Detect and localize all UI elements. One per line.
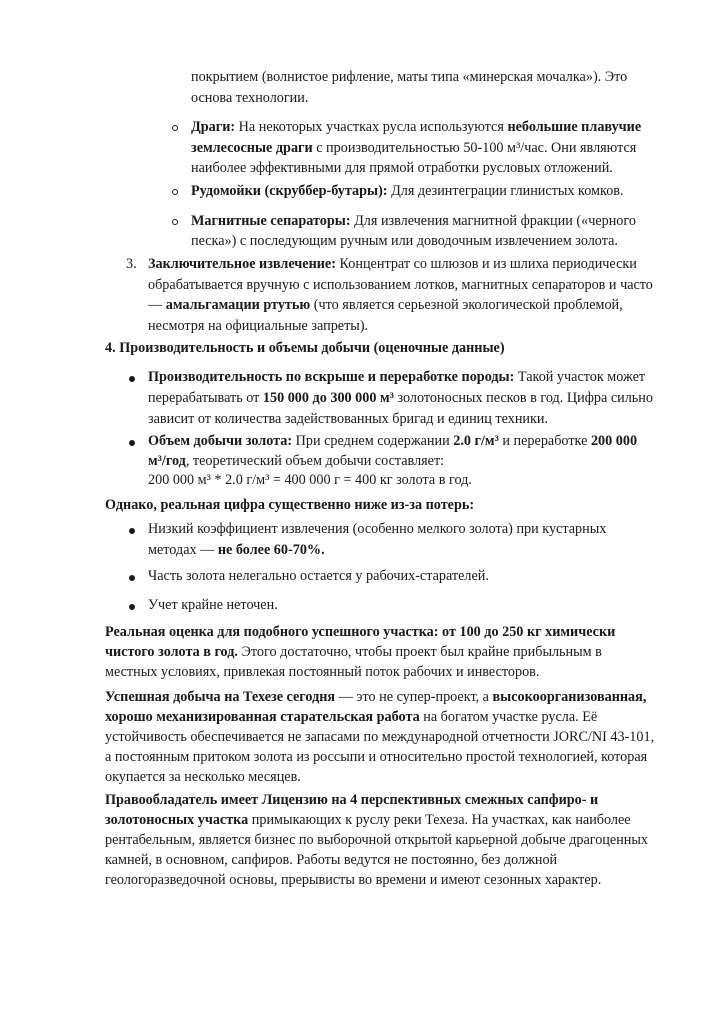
text-line: золотоносных участка примыкающих к руслу реки Техеза. На участках, как наиболее [105, 812, 631, 828]
text-line: Часть золота нелегально остается у рабочих-старателей. [148, 568, 489, 584]
text-line: землесосные драги с производительностью 50-100 м³/час. Они являются [191, 140, 637, 156]
circle-bullet-icon [172, 125, 178, 131]
losses-heading: Однако, реальная цифра существенно ниже из-за потерь: [105, 497, 475, 513]
text-line: обрабатывается вручную с использованием лотков, магнитных сепараторов и часто [148, 277, 653, 293]
text-line: основа технологии. [191, 90, 309, 106]
text-line: — амальгамации ртутью (что является серьезной экологической проблемой, [148, 297, 623, 313]
text-line: Реальная оценка для подобного успешного участка: от 100 до 250 кг химически [105, 624, 616, 640]
section-heading: 4. Производительность и объемы добычи (оценочные данные) [105, 340, 505, 356]
text-line: Успешная добыча на Техезе сегодня — это не супер-проект, а высокоорганизованная, [105, 689, 647, 705]
text-line: хорошо механизированная старательская работа на богатом участке русла. Её [105, 709, 598, 725]
bullet-dot-icon [129, 528, 135, 534]
text-line: несмотря на официальные запреты). [148, 318, 369, 334]
item-number: 3. [126, 256, 137, 272]
bullet-dot-icon [129, 440, 135, 446]
text-line: Драги: На некоторых участках русла используются небольшие плавучие [191, 119, 642, 135]
circle-bullet-icon [172, 189, 178, 195]
text-line: окупается за несколько месяцев. [105, 769, 301, 785]
text-line: геологоразведочной основы, прерывисты во времени и имеют сезонных характер. [105, 872, 602, 888]
text-line: Производительность по вскрыше и переработке породы: Такой участок может [148, 369, 646, 385]
bullet-dot-icon [129, 376, 135, 382]
text-line: Заключительное извлечение: Концентрат со шлюзов и из шлиха периодически [148, 256, 637, 272]
text-line: Объем добычи золота: При среднем содержании 2.0 г/м³ и переработке 200 000 [148, 433, 638, 449]
text-line: методах — не более 60-70%. [148, 542, 325, 558]
text-line: Магнитные сепараторы: Для извлечения магнитной фракции («черного [191, 213, 636, 229]
bullet-dot-icon [129, 604, 135, 610]
text-line: м³/год, теоретический объем добычи составляет: [148, 453, 445, 469]
text-line: зависит от количества задействованных бригад и единиц техники. [148, 411, 549, 427]
bullet-dot-icon [129, 575, 135, 581]
formula-line: 200 000 м³ * 2.0 г/м³ = 400 000 г = 400 кг золота в год. [148, 472, 472, 488]
text-line: песка») с последующим ручным или доводочным извлечением золота. [191, 233, 618, 249]
text-line: камней, в основном, сапфиров. Работы ведутся не постоянно, без должной [105, 852, 558, 868]
text-line: наиболее эффективными для прямой отработки русловых отложений. [191, 160, 613, 176]
text-line: покрытием (волнистое рифление, маты типа «минерская мочалка»). Это [191, 69, 628, 85]
text-line: Правообладатель имеет Лицензию на 4 перспективных смежных сапфиро- и [105, 792, 599, 808]
text-line: местных условиях, привлекая постоянный поток рабочих и инвесторов. [105, 664, 540, 680]
text-line: перерабатывать от 150 000 до 300 000 м³ золотоносных песков в год. Цифра сильно [148, 390, 653, 406]
text-line: устойчивость обеспечивается не запасами по международной отчетности JORC/NI 43-101, [105, 729, 655, 745]
text-line: рентабельным, является бизнес по выборочной открытой карьерной добыче драгоценных [105, 832, 649, 848]
text-line: а постоянным притоком золота из россыпи и относительно простой технологией, которая [105, 749, 648, 765]
text-line: Рудомойки (скруббер-бутары): Для дезинтеграции глинистых комков. [191, 183, 624, 199]
text-line: Учет крайне неточен. [148, 597, 278, 613]
circle-bullet-icon [172, 219, 178, 225]
text-line: чистого золота в год. Этого достаточно, чтобы проект был крайне прибыльным в [105, 644, 602, 660]
text-line: Низкий коэффициент извлечения (особенно мелкого золота) при кустарных [148, 521, 607, 537]
